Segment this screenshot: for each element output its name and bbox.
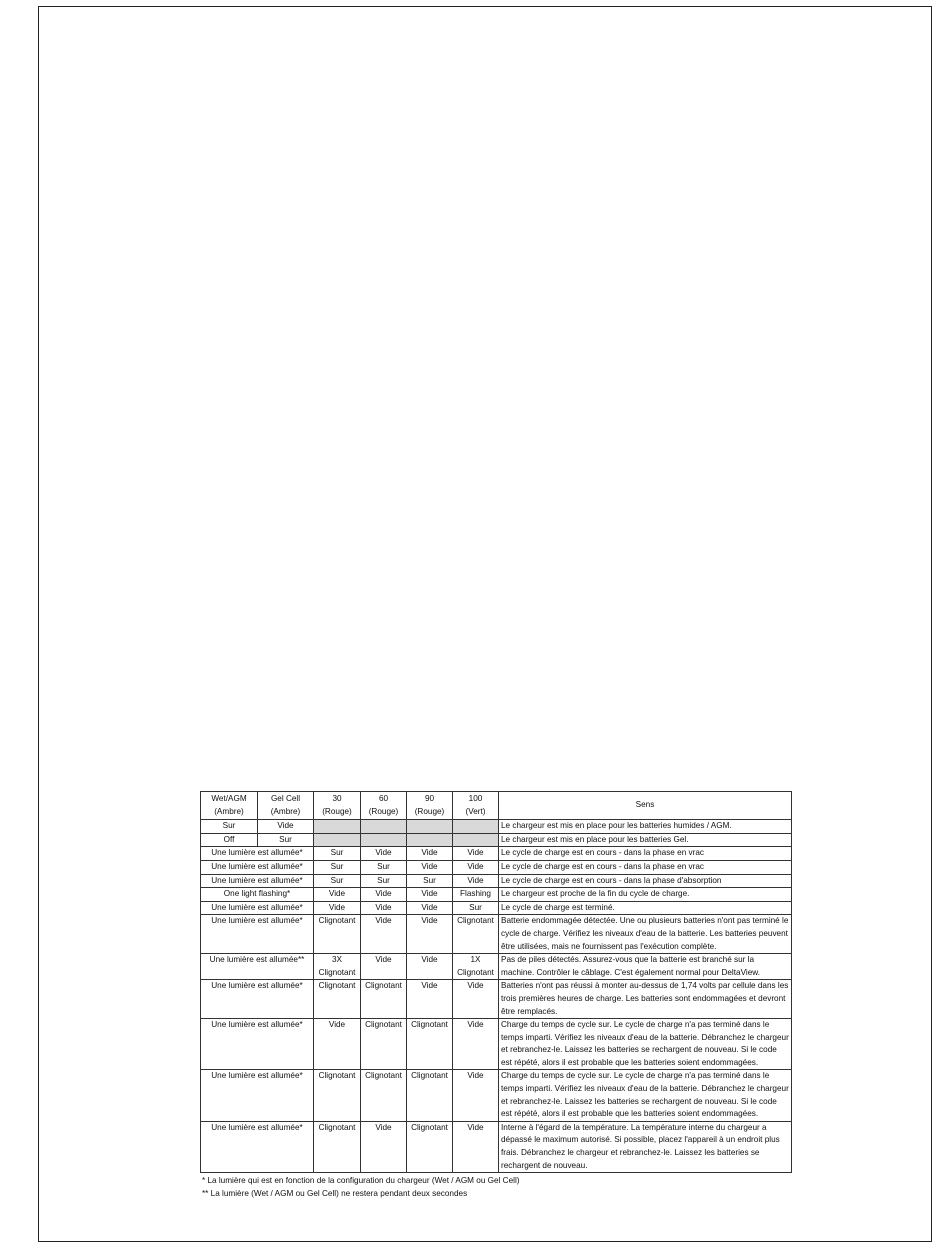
- cell-sens: Le chargeur est mis en place pour les batteries humides / AGM.: [499, 820, 792, 834]
- cell-100: Vide: [453, 874, 499, 888]
- cell-sens: Le chargeur est mis en place pour les batteries Gel.: [499, 833, 792, 847]
- cell-100: 1X Clignotant: [453, 954, 499, 980]
- cell-100: Vide: [453, 847, 499, 861]
- cell-90: Vide: [407, 901, 453, 915]
- cell-30: Vide: [314, 1019, 361, 1070]
- cell-sens: Charge du temps de cycle sur. Le cycle de charge n'a pas terminé dans le temps imparti. Vérifiez les niveaux d'eau de la batterie. Débranchez le chargeur et rebranchez-le. Laissez les batteries se rechargent de nouveau. Si le code est répété, alors il est probable que les batteries soient endommagées.: [499, 1070, 792, 1121]
- table-header-row: [201, 792, 792, 820]
- cell-amber-light: Une lumière est allumée*: [201, 980, 314, 1019]
- cell-amber-light: Une lumière est allumée*: [201, 847, 314, 861]
- header-wet-agm: Wet/AGM (Ambre): [201, 792, 258, 820]
- table-row: [201, 860, 792, 874]
- cell-30: Vide: [314, 888, 361, 902]
- cell-amber-light: Une lumière est allumée*: [201, 915, 314, 954]
- cell-90: Clignotant: [407, 1121, 453, 1172]
- cell-30: [314, 833, 361, 847]
- cell-60: Vide: [361, 954, 407, 980]
- cell-30: Vide: [314, 901, 361, 915]
- charger-led-table: [200, 791, 792, 1173]
- cell-30: [314, 820, 361, 834]
- cell-100: Vide: [453, 860, 499, 874]
- table-row: [201, 874, 792, 888]
- cell-sens: Batterie endommagée détectée. Une ou plusieurs batteries n'ont pas terminé le cycle de charge. Vérifiez les niveaux d'eau de la batterie. Les batteries peuvent être utilisées, mais ne fournissent pas l'exécution complète.: [499, 915, 792, 954]
- cell-100: Flashing: [453, 888, 499, 902]
- cell-100: Vide: [453, 980, 499, 1019]
- cell-90: Vide: [407, 954, 453, 980]
- cell-amber-light: Une lumière est allumée*: [201, 1070, 314, 1121]
- table-row: [201, 820, 792, 834]
- table-row: [201, 833, 792, 847]
- cell-gel-cell: Sur: [258, 833, 314, 847]
- header-100: 100 (Vert): [453, 792, 499, 820]
- cell-90: Vide: [407, 915, 453, 954]
- cell-sens: Charge du temps de cycle sur. Le cycle de charge n'a pas terminé dans le temps imparti. Vérifiez les niveaux d'eau de la batterie. Débranchez le chargeur et rebranchez-le. Laissez les batteries se rechargent de nouveau. Si le code est répété, alors il est probable que les batteries soient endommagées.: [499, 1019, 792, 1070]
- cell-90: Sur: [407, 874, 453, 888]
- cell-90: [407, 833, 453, 847]
- cell-90: Vide: [407, 980, 453, 1019]
- cell-sens: Le cycle de charge est en cours - dans la phase d'absorption: [499, 874, 792, 888]
- cell-60: Vide: [361, 915, 407, 954]
- cell-amber-light: Une lumière est allumée*: [201, 874, 314, 888]
- table-row: [201, 980, 792, 1019]
- cell-sens: Pas de piles détectés. Assurez-vous que la batterie est branché sur la machine. Contrôler le câblage. C'est également normal pour DeltaView.: [499, 954, 792, 980]
- cell-amber-light: Une lumière est allumée*: [201, 860, 314, 874]
- cell-60: Clignotant: [361, 1019, 407, 1070]
- cell-100: Vide: [453, 1070, 499, 1121]
- cell-30: Sur: [314, 860, 361, 874]
- header-60: 60 (Rouge): [361, 792, 407, 820]
- cell-amber-light: Une lumière est allumée*: [201, 1019, 314, 1070]
- cell-90: Vide: [407, 888, 453, 902]
- cell-100: Sur: [453, 901, 499, 915]
- cell-amber-light: One light flashing*: [201, 888, 314, 902]
- cell-amber-light: Une lumière est allumée**: [201, 954, 314, 980]
- cell-30: Sur: [314, 847, 361, 861]
- cell-60: Clignotant: [361, 980, 407, 1019]
- cell-30: Clignotant: [314, 915, 361, 954]
- cell-sens: Batteries n'ont pas réussi à monter au-dessus de 1,74 volts par cellule dans les trois premières heures de charge. Les batteries sont endommagées et devront être remplacés.: [499, 980, 792, 1019]
- cell-60: Vide: [361, 888, 407, 902]
- cell-60: Clignotant: [361, 1070, 407, 1121]
- cell-90: Vide: [407, 847, 453, 861]
- cell-wet-agm: Sur: [201, 820, 258, 834]
- cell-100: [453, 820, 499, 834]
- cell-sens: Le cycle de charge est en cours - dans la phase en vrac: [499, 860, 792, 874]
- cell-gel-cell: Vide: [258, 820, 314, 834]
- table-row: [201, 888, 792, 902]
- cell-60: Sur: [361, 860, 407, 874]
- cell-sens: Le cycle de charge est terminé.: [499, 901, 792, 915]
- cell-60: [361, 820, 407, 834]
- table-row: [201, 1070, 792, 1121]
- table-row: [201, 1121, 792, 1172]
- cell-30: Clignotant: [314, 1121, 361, 1172]
- cell-30: Sur: [314, 874, 361, 888]
- cell-90: Vide: [407, 860, 453, 874]
- header-30: 30 (Rouge): [314, 792, 361, 820]
- cell-60: Vide: [361, 901, 407, 915]
- cell-sens: Interne à l'égard de la température. La température interne du chargeur a dépassé le maximum autorisé. Si possible, placez l'appareil à un endroit plus frais. Débranchez le chargeur et rebranchez-le. Laissez les batteries se rechargent de nouveau.: [499, 1121, 792, 1172]
- header-gel-cell: Gel Cell (Ambre): [258, 792, 314, 820]
- table-row: [201, 847, 792, 861]
- table-row: [201, 901, 792, 915]
- cell-60: Vide: [361, 847, 407, 861]
- footnote-single-asterisk: * La lumière qui est en fonction de la configuration du chargeur (Wet / AGM ou Gel Cell): [202, 1176, 520, 1186]
- cell-60: Sur: [361, 874, 407, 888]
- cell-sens: Le cycle de charge est en cours - dans la phase en vrac: [499, 847, 792, 861]
- cell-100: Clignotant: [453, 915, 499, 954]
- table-row: [201, 1019, 792, 1070]
- charger-led-table-section: [200, 791, 791, 1200]
- cell-90: Clignotant: [407, 1070, 453, 1121]
- cell-30: 3X Clignotant: [314, 954, 361, 980]
- cell-amber-light: Une lumière est allumée*: [201, 1121, 314, 1172]
- footnote-double-asterisk: ** La lumière (Wet / AGM ou Gel Cell) ne restera pendant deux secondes: [202, 1188, 468, 1198]
- cell-sens: Le chargeur est proche de la fin du cycle de charge.: [499, 888, 792, 902]
- header-90: 90 (Rouge): [407, 792, 453, 820]
- cell-60: [361, 833, 407, 847]
- cell-wet-agm: Off: [201, 833, 258, 847]
- cell-100: Vide: [453, 1019, 499, 1070]
- cell-100: [453, 833, 499, 847]
- table-row: [201, 915, 792, 954]
- cell-100: Vide: [453, 1121, 499, 1172]
- cell-amber-light: Une lumière est allumée*: [201, 901, 314, 915]
- cell-90: [407, 820, 453, 834]
- header-sens: Sens: [499, 792, 792, 820]
- cell-90: Clignotant: [407, 1019, 453, 1070]
- footnotes: [200, 1175, 791, 1200]
- cell-30: Clignotant: [314, 1070, 361, 1121]
- cell-60: Vide: [361, 1121, 407, 1172]
- table-row: [201, 954, 792, 980]
- cell-30: Clignotant: [314, 980, 361, 1019]
